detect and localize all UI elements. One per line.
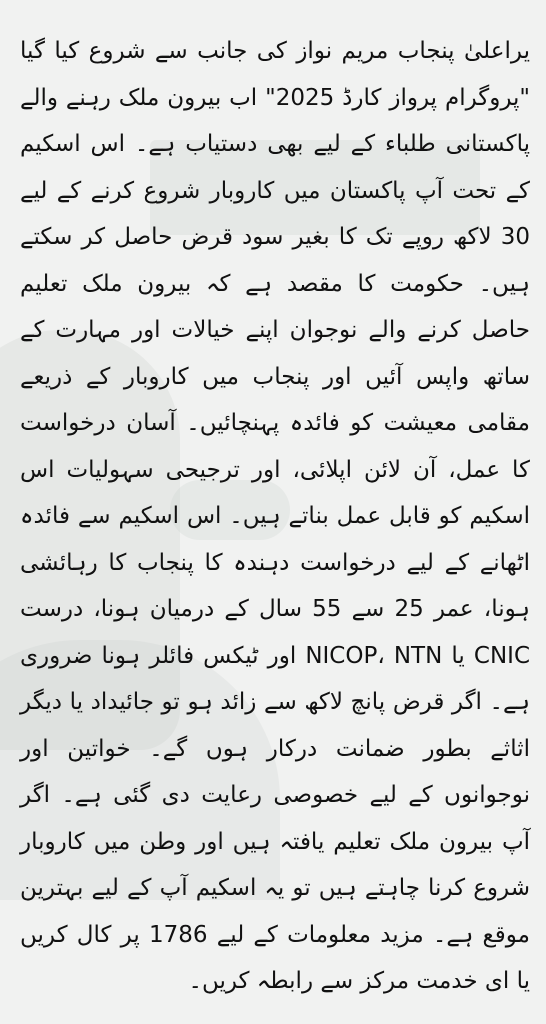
article-body: یراعلیٰ پنجاب مریم نواز کی جانب سے شروع کیا گیا "پروگرام پرواز کارڈ 2025" اب بیرون ملک رہنے والے پاکستانی طلباء کے لیے بھی دستیاب ہے۔ اس اسکیم کے تحت آپ پاکستان میں کاروبار شروع کرنے کے لیے 30 لاکھ روپے تک کا بغیر سود قرض حاصل کر سکتے ہیں۔ حکومت کا مقصد ہے کہ بیرون ملک تعلیم حاصل کرنے والے نوجوان اپنے خیالات اور مہارت کے ساتھ واپس آئیں اور پنجاب میں کاروبار کے ذریعے مقامی معیشت کو فائدہ پہنچائیں۔ آسان درخواست کا عمل، آن لائن اپلائی، اور ترجیحی سہولیات اس اسکیم کو قابل عمل بناتے ہیں۔ اس اسکیم سے فائدہ اٹھانے کے لیے درخواست دہندہ کا پنجاب کا رہائشی ہونا، عمر 25 سے 55 سال کے درمیان ہونا، درست CNIC یا NICOP، NTN اور ٹیکس فائلر ہونا ضروری ہے۔ اگر قرض پانچ لاکھ سے زائد ہو تو جائیداد یا دیگر اثاثے بطور ضمانت درکار ہوں گے۔ خواتین اور نوجوانوں کے لیے خصوصی رعایت دی گئی ہے۔ اگر آپ بیرون ملک تعلیم یافتہ ہیں اور وطن میں کاروبار شروع کرنا چاہتے ہیں تو یہ اسکیم آپ کے لیے بہترین موقع ہے۔ مزید معلومات کے لیے 1786 پر کال کریں یا ای خدمت مرکز سے رابطہ کریں۔ xyxy=(20,38,530,994)
